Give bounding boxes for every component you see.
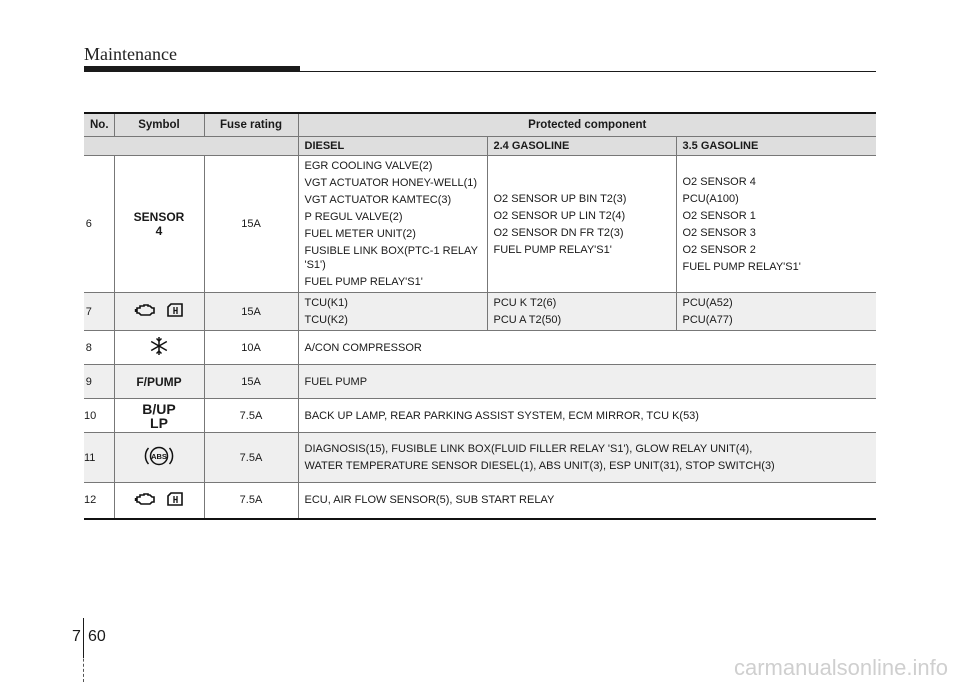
chapter-number: 7 [72, 628, 81, 645]
component-item: FUEL PUMP RELAY'S1' [493, 243, 612, 256]
fuse-number: 12 [84, 483, 114, 519]
column-header-symbol: Symbol [114, 113, 204, 137]
fuse-rating: 15A [204, 365, 298, 399]
fuse-number: 6 [84, 156, 114, 293]
fuse-rating: 7.5A [204, 399, 298, 433]
fuse-symbol [114, 365, 204, 399]
component-item: PCU K T2(6) [493, 297, 557, 309]
transmission-icon [166, 302, 184, 318]
fuse-number: 10 [84, 399, 114, 433]
gas35-components [676, 156, 876, 293]
fuse-symbol [114, 156, 204, 293]
component-item: O2 SENSOR DN FR T2(3) [493, 226, 624, 239]
component-item: O2 SENSOR 2 [682, 243, 756, 256]
fuse-rating: 15A [204, 156, 298, 293]
fuse-table [84, 112, 876, 520]
fuse-number: 7 [84, 293, 114, 331]
fuse-rating: 10A [204, 331, 298, 365]
fuse-symbol [114, 399, 204, 433]
table-row [84, 399, 876, 433]
gas24-components [487, 293, 676, 331]
symbol-line: 4 [155, 224, 163, 238]
component-item: O2 SENSOR UP BIN T2(3) [493, 192, 627, 205]
component-item: FUEL METER UNIT(2) [304, 228, 416, 240]
table-subheader [84, 137, 876, 156]
subheader-35-gasoline: 3.5 GASOLINE [676, 137, 876, 156]
column-header-rating: Fuse rating [204, 113, 298, 137]
engine-icon [134, 302, 156, 318]
protected-component: BACK UP LAMP, REAR PARKING ASSIST SYSTEM, ECM MIRROR, TCU K(53) [298, 399, 876, 433]
column-header-component: Protected component [298, 113, 876, 137]
fuse-rating: 7.5A [204, 483, 298, 519]
component-item: PCU(A52) [682, 297, 733, 309]
symbol-line: LP [150, 414, 168, 431]
fuse-number: 8 [84, 331, 114, 365]
component-item: FUEL PUMP RELAY'S1' [304, 276, 423, 288]
symbol-line: SENSOR [133, 210, 185, 224]
component-item: TCU(K2) [304, 314, 348, 326]
page-number: 60 [88, 628, 106, 645]
protected-component: ECU, AIR FLOW SENSOR(5), SUB START RELAY [298, 483, 876, 519]
header-bar [84, 66, 300, 72]
component-item: PCU(A100) [682, 192, 739, 205]
component-item: FUSIBLE LINK BOX(PTC-1 RELAY 'S1') [304, 245, 478, 271]
watermark: carmanualsonline.info [733, 655, 948, 680]
column-header-no: No. [84, 113, 114, 137]
component-item: EGR COOLING VALVE(2) [304, 160, 433, 172]
component-item: O2 SENSOR 4 [682, 175, 756, 188]
fuse-symbol [114, 433, 204, 483]
transmission-icon [166, 491, 184, 507]
symbol-text: F/PUMP [136, 374, 182, 389]
fuse-symbol [114, 483, 204, 519]
fuse-rating: 7.5A [204, 433, 298, 483]
fuse-symbol [114, 331, 204, 365]
component-item: WATER TEMPERATURE SENSOR DIESEL(1), ABS UNIT(3), ESP UNIT(31), STOP SWITCH(3) [304, 460, 775, 472]
component-item: VGT ACTUATOR KAMTEC(3) [304, 194, 452, 206]
component-item: DIAGNOSIS(15), FUSIBLE LINK BOX(FLUID FILLER RELAY 'S1'), GLOW RELAY UNIT(4), [304, 443, 753, 455]
table-row [84, 156, 876, 293]
diesel-components [298, 156, 487, 293]
component-item: O2 SENSOR 3 [682, 226, 756, 239]
protected-component: FUEL PUMP [298, 365, 876, 399]
page-title: Maintenance [84, 44, 177, 64]
table-row [84, 483, 876, 519]
table-header [84, 113, 876, 137]
fuse-symbol [114, 293, 204, 331]
fuse-number: 9 [84, 365, 114, 399]
symbol-line: B/UP [142, 400, 176, 417]
gas35-components [676, 293, 876, 331]
abs-icon-text: ABS [151, 452, 167, 461]
table-row [84, 365, 876, 399]
fuse-rating: 15A [204, 293, 298, 331]
component-item: O2 SENSOR UP LIN T2(4) [493, 209, 626, 222]
diesel-components [298, 293, 487, 331]
header-rule [300, 71, 876, 72]
component-item: VGT ACTUATOR HONEY-WELL(1) [304, 177, 478, 189]
table-row [84, 433, 876, 483]
subheader-diesel: DIESEL [298, 137, 487, 156]
component-item: TCU(K1) [304, 297, 348, 309]
component-item: P REGUL VALVE(2) [304, 211, 403, 223]
protected-component [298, 433, 876, 483]
snowflake-icon [149, 336, 169, 356]
abs-icon [144, 444, 174, 468]
footer-divider-solid [83, 618, 84, 658]
subheader-24-gasoline: 2.4 GASOLINE [487, 137, 676, 156]
table-row [84, 331, 876, 365]
table-row [84, 293, 876, 331]
fuse-number: 11 [84, 433, 114, 483]
component-item: FUEL PUMP RELAY'S1' [682, 260, 801, 273]
gas24-components [487, 156, 676, 293]
protected-component: A/CON COMPRESSOR [298, 331, 876, 365]
component-item: O2 SENSOR 1 [682, 209, 756, 222]
engine-icon [134, 491, 156, 507]
component-item: PCU(A77) [682, 314, 733, 326]
component-item: PCU A T2(50) [493, 314, 562, 326]
